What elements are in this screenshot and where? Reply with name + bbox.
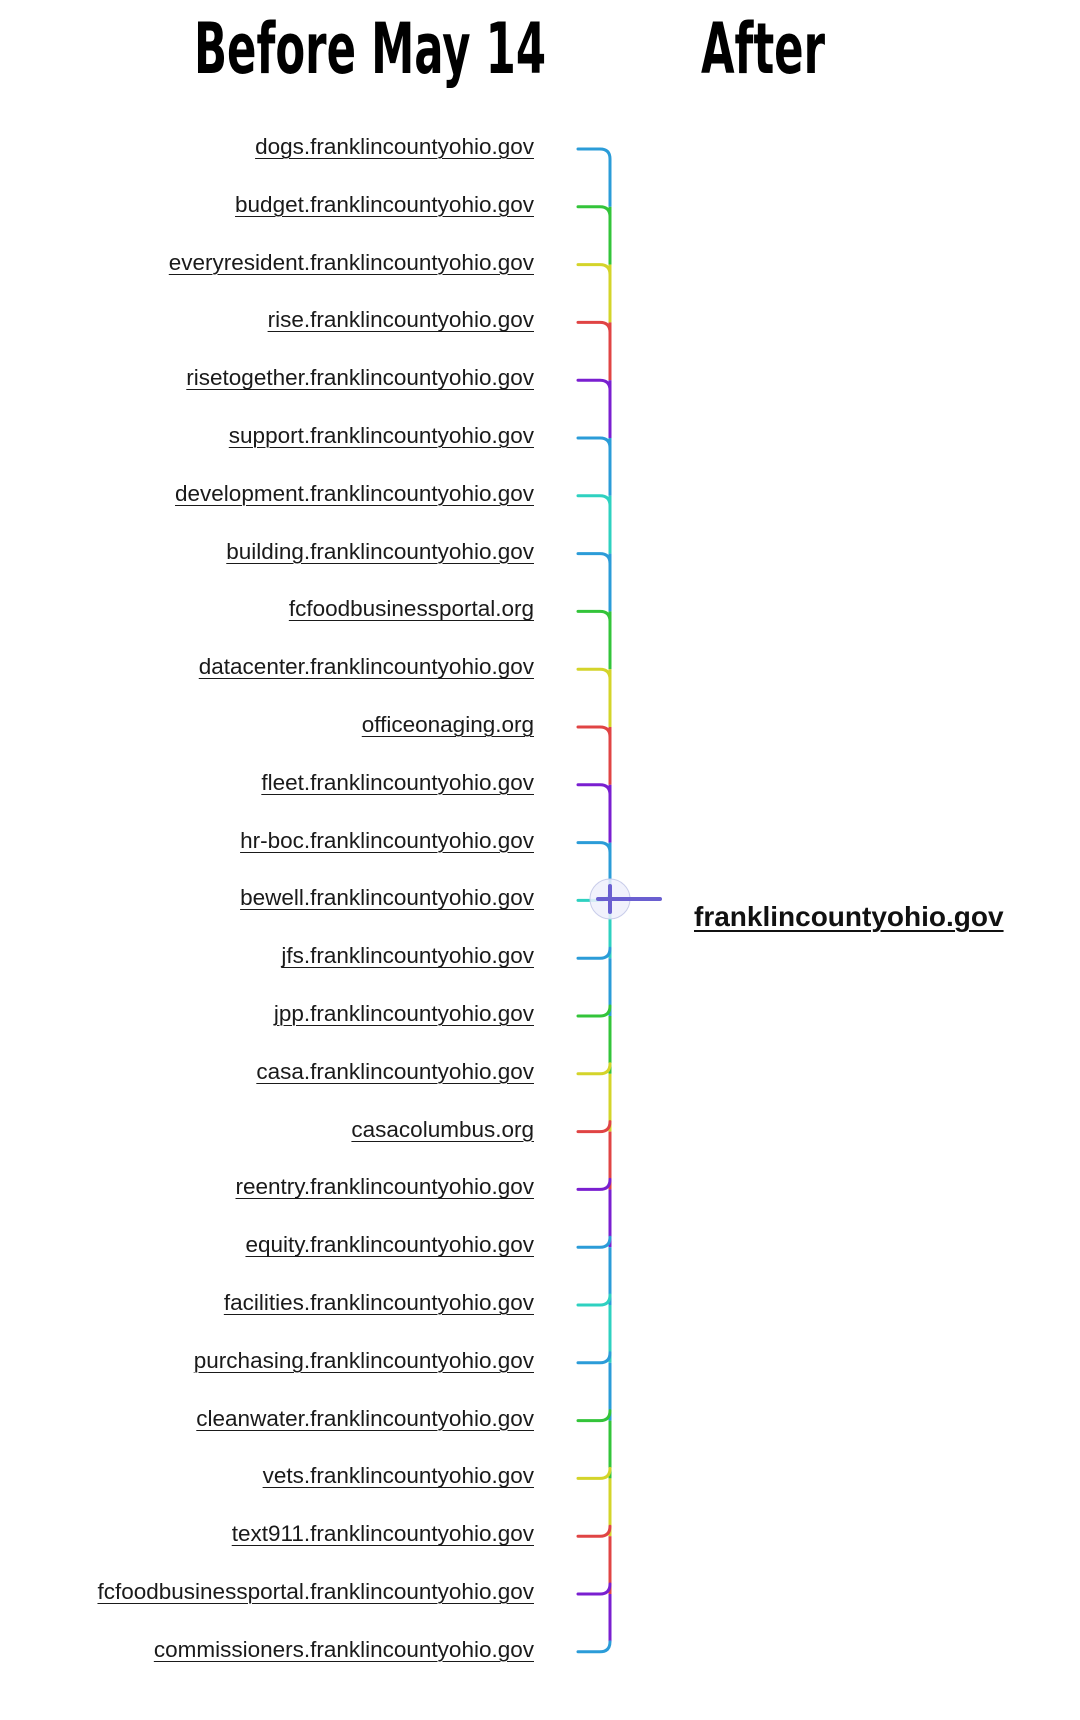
connector-stub bbox=[578, 1642, 610, 1652]
connector-stub bbox=[578, 1064, 610, 1074]
heading-after: After bbox=[700, 8, 826, 90]
source-domain-link[interactable]: purchasing.franklincountyohio.gov bbox=[193, 1347, 534, 1373]
source-domain-link[interactable]: jpp.franklincountyohio.gov bbox=[273, 1001, 534, 1026]
source-domain-link[interactable]: hr-boc.franklincountyohio.gov bbox=[240, 827, 534, 853]
connector-stub bbox=[578, 1237, 610, 1247]
source-domain-link[interactable]: facilities.franklincountyohio.gov bbox=[223, 1290, 534, 1315]
source-domain-link[interactable]: casacolumbus.org bbox=[351, 1116, 534, 1142]
source-domain-link[interactable]: officeonaging.org bbox=[361, 712, 534, 737]
connector-stub bbox=[578, 1468, 610, 1478]
connector-stub bbox=[578, 554, 610, 564]
source-domain-link[interactable]: support.franklincountyohio.gov bbox=[228, 423, 534, 448]
connector-stub bbox=[578, 1411, 610, 1421]
connector-stub bbox=[578, 496, 610, 506]
connector-stub bbox=[578, 322, 610, 332]
connector-stub bbox=[578, 1295, 610, 1305]
source-domain-link[interactable]: equity.franklincountyohio.gov bbox=[245, 1232, 534, 1258]
source-domain-link[interactable]: risetogether.franklincountyohio.gov bbox=[186, 365, 534, 391]
connector-stub bbox=[578, 843, 610, 853]
connector-stub bbox=[578, 380, 610, 390]
connector-stub bbox=[578, 611, 610, 621]
connector-stub bbox=[578, 1353, 610, 1363]
target-domain-link[interactable]: franklincountyohio.gov bbox=[694, 901, 1004, 932]
source-domain-link[interactable]: everyresident.franklincountyohio.gov bbox=[168, 249, 534, 275]
source-domain-link[interactable]: reentry.franklincountyohio.gov bbox=[235, 1174, 534, 1200]
connector-stub bbox=[578, 785, 610, 795]
source-domain-link[interactable]: rise.franklincountyohio.gov bbox=[267, 307, 534, 333]
connector-stub bbox=[578, 265, 610, 275]
connector-stub bbox=[578, 1526, 610, 1536]
connector-stub bbox=[578, 438, 610, 448]
connector-stub bbox=[578, 1179, 610, 1189]
connector-stub bbox=[578, 727, 610, 737]
source-domain-link[interactable]: casa.franklincountyohio.gov bbox=[256, 1058, 534, 1084]
connector-stub bbox=[578, 1006, 610, 1016]
source-domain-link[interactable]: fcfoodbusinessportal.franklincountyohio.gov bbox=[97, 1579, 534, 1604]
source-domain-link[interactable]: development.franklincountyohio.gov bbox=[175, 480, 534, 506]
connector-stub bbox=[578, 948, 610, 958]
source-domain-link[interactable]: bewell.franklincountyohio.gov bbox=[240, 885, 534, 911]
source-domain-link[interactable]: budget.franklincountyohio.gov bbox=[235, 191, 534, 217]
source-domain-link[interactable]: commissioners.franklincountyohio.gov bbox=[153, 1636, 534, 1662]
connector-stub bbox=[578, 1584, 610, 1594]
connector-stub bbox=[578, 207, 610, 217]
connector-stub bbox=[578, 669, 610, 679]
source-domain-link[interactable]: dogs.franklincountyohio.gov bbox=[255, 134, 534, 159]
connector-stub bbox=[578, 149, 610, 159]
heading-before: Before May 14 bbox=[193, 8, 547, 90]
source-domain-link[interactable]: jfs.franklincountyohio.gov bbox=[281, 943, 534, 969]
source-domain-link[interactable]: building.franklincountyohio.gov bbox=[226, 538, 534, 564]
source-domain-link[interactable]: text911.franklincountyohio.gov bbox=[231, 1521, 534, 1547]
source-domain-link[interactable]: cleanwater.franklincountyohio.gov bbox=[196, 1405, 534, 1431]
source-domain-link[interactable]: datacenter.franklincountyohio.gov bbox=[198, 654, 534, 680]
source-domain-link[interactable]: fcfoodbusinessportal.org bbox=[288, 596, 534, 622]
source-domain-link[interactable]: vets.franklincountyohio.gov bbox=[262, 1463, 534, 1489]
connector-stub bbox=[578, 1122, 610, 1132]
source-domain-link[interactable]: fleet.franklincountyohio.gov bbox=[261, 769, 534, 795]
